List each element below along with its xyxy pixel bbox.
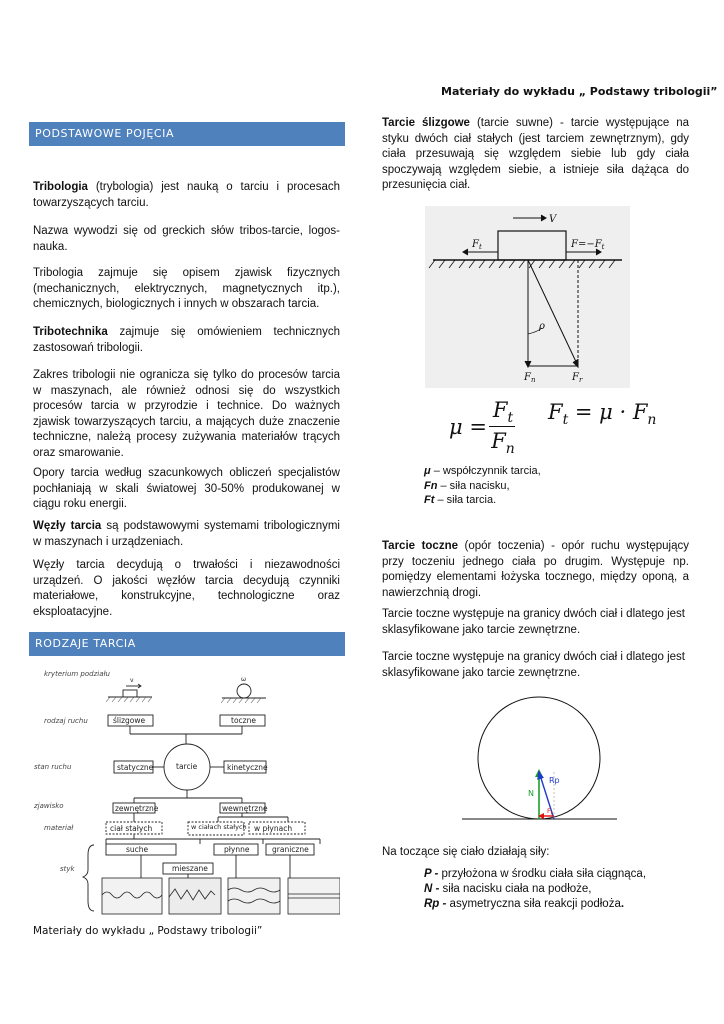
label-N: N	[528, 789, 534, 798]
paragraph-etymology: Nazwa wywodzi się od greckich słów tribos-tarcie, logos-nauka.	[33, 225, 340, 253]
term-tribotechnika: Tribotechnika	[33, 326, 108, 338]
paragraph-text: (tarcie suwne) - tarcie występujące na styku dwóch ciał stałych (jest tarciem zewnętrznym), gdy ciała przesuwają się względem siebie lub gdy ciała spoczywają względem siebie, a istnieje siła dążąca do przesunięcia ciał.	[382, 117, 690, 191]
paragraph-friction-nodes	[33, 519, 340, 550]
legend-item-mu: μ – współczynnik tarcia,	[424, 465, 541, 477]
symbol-legend	[424, 464, 541, 508]
formula-mu-denominator: $F_n$	[491, 429, 515, 458]
box-kinetyczne: kinetyczne	[227, 763, 268, 772]
box-suche: suche	[126, 845, 149, 854]
label-zjawisko: zjawisko	[34, 802, 64, 810]
label-styk: styk	[60, 865, 75, 873]
rolling-friction-figure	[462, 695, 617, 825]
paragraph-tribotechnika	[33, 325, 340, 356]
label-material: materiał	[44, 824, 74, 832]
paragraph-text: są podstawowymi systemami tribologicznymi w maszynach i urządzeniach.	[33, 520, 340, 548]
box-toczne: toczne	[231, 716, 256, 725]
paragraph-range: Zakres tribologii nie ogranicza się tylko do procesów tarcia w maszynach, ale również odnosi się do wszystkich procesów tarcia w przyrodzie i technice. Do ważnych zjawisk towarzyszących tarciu, a mających duże znaczenie techniczne, należą procesy zużywania materiałów trących oraz smarowanie.	[33, 369, 340, 459]
box-statyczne: statyczne	[117, 763, 154, 772]
paragraph-rolling-friction	[382, 539, 689, 601]
label-Fr: $F_r$	[572, 372, 583, 384]
label-Fn: $F_n$	[524, 372, 536, 384]
legend-item-ft: Ft – siła tarcia.	[424, 494, 497, 506]
label-Ft: $F_t$	[472, 239, 482, 251]
box-plynne: płynne	[224, 845, 250, 854]
force-item-p: P - przyłożona w środku ciała siła ciągnąca,	[424, 868, 647, 880]
paragraph-rolling-external-1: Tarcie toczne występuje na granicy dwóch ciał i dlatego jest sklasyfikowane jako tarcie zewnętrzne.	[382, 608, 685, 636]
label-rho: ρ	[539, 321, 545, 332]
box-w-cialach-stalych: w ciałach stałych	[191, 823, 247, 831]
paragraph-scope: Tribologia zajmuje się opisem zjawisk fizycznych (mechanicznych, elektrycznych, magnetycznych itp.), chemicznych, biologicznych i innych w obszarach tarcia.	[33, 267, 340, 310]
label-rodzaj-ruchu: rodzaj ruchu	[44, 717, 88, 725]
term-tarcie-toczne: Tarcie toczne	[382, 540, 458, 552]
box-slizgowe: ślizgowe	[113, 716, 146, 725]
paragraph-text: (opór toczenia) - opór ruchu występujący przy toczeniu jednego ciała po drugim. Występuje np. pomiędzy elementami łożyska tocznego, między oponą, a nawierzchnią drogi.	[382, 540, 689, 599]
page-header: Materiały do wykładu „ Podstawy tribologii”	[441, 85, 718, 98]
term-wezly-tarcia: Węzły tarcia	[33, 520, 102, 532]
force-item-rp: Rp - asymetryczna siła reakcji podłoża.	[424, 898, 625, 910]
forces-list	[424, 867, 646, 912]
legend-item-fn: Fn – siła nacisku,	[424, 479, 510, 492]
paragraph-rolling-external-2: Tarcie toczne występuje na granicy dwóch ciał i dlatego jest sklasyfikowane jako tarcie zewnętrzne.	[382, 651, 685, 679]
label-omega: ω	[241, 676, 247, 683]
formula-mu-numerator: $F_t$	[492, 398, 514, 427]
force-item-n: N - siła nacisku ciała na podłoże,	[424, 883, 592, 895]
box-mieszane: mieszane	[172, 864, 208, 873]
box-ciala-stale: ciał stałych	[110, 824, 153, 833]
label-Ft-rolling: $F_t$	[547, 807, 553, 817]
section-banner-basic-concepts: PODSTAWOWE POJĘCIA	[29, 122, 345, 146]
fraction-bar	[489, 426, 515, 427]
label-v: v	[130, 677, 134, 684]
label-stan-ruchu: stan ruchu	[34, 763, 72, 771]
box-w-plynach: w płynach	[254, 824, 293, 833]
formula-mu-label: μ =	[449, 415, 487, 439]
box-zewnetrzne: zewnętrzne	[115, 804, 159, 813]
paragraph-tribologia	[33, 180, 340, 211]
node-tarcie: tarcie	[176, 762, 198, 771]
box-wewnetrzne: wewnętrzne	[222, 804, 268, 813]
paragraph-reliability: Węzły tarcia decydują o trwałości i niezawodności urządzeń. O jakości węzłów tarcia decydują czynniki materiałowe, konstrukcyjne, technologiczne oraz eksploatacyjne.	[33, 559, 340, 618]
paragraph-sliding-friction	[382, 116, 689, 194]
label-kryterium: kryterium podziału	[44, 670, 110, 678]
page-footer: Materiały do wykładu „ Podstawy tribologii”	[33, 925, 263, 937]
term-tribologia: Tribologia	[33, 181, 88, 193]
paragraph-text: (trybologia) jest nauką o tarciu i procesach towarzyszących tarciu.	[33, 181, 340, 209]
forces-intro: Na toczące się ciało działają siły:	[382, 846, 550, 858]
box-graniczne: graniczne	[272, 845, 309, 854]
formula-friction-force: $F_t = \mu \cdot F_n$	[548, 400, 657, 429]
label-Rp: Rp	[549, 776, 560, 785]
sliding-friction-figure	[425, 206, 630, 388]
label-V: V	[549, 214, 557, 225]
paragraph-text: zajmuje się omówieniem technicznych zastosowań tribologii.	[33, 326, 340, 354]
term-tarcie-slizgowe: Tarcie ślizgowe	[382, 117, 470, 129]
label-F-neg-Ft: $F=-F_t$	[571, 239, 605, 251]
section-banner-friction-types: RODZAJE TARCIA	[29, 632, 345, 656]
paragraph-energy: Opory tarcia według szacunkowych obliczeń specjalistów pochłaniają w skali światowej 30-50% produkowanej w ciągu roku energii.	[33, 467, 340, 510]
friction-classification-diagram	[30, 665, 340, 925]
